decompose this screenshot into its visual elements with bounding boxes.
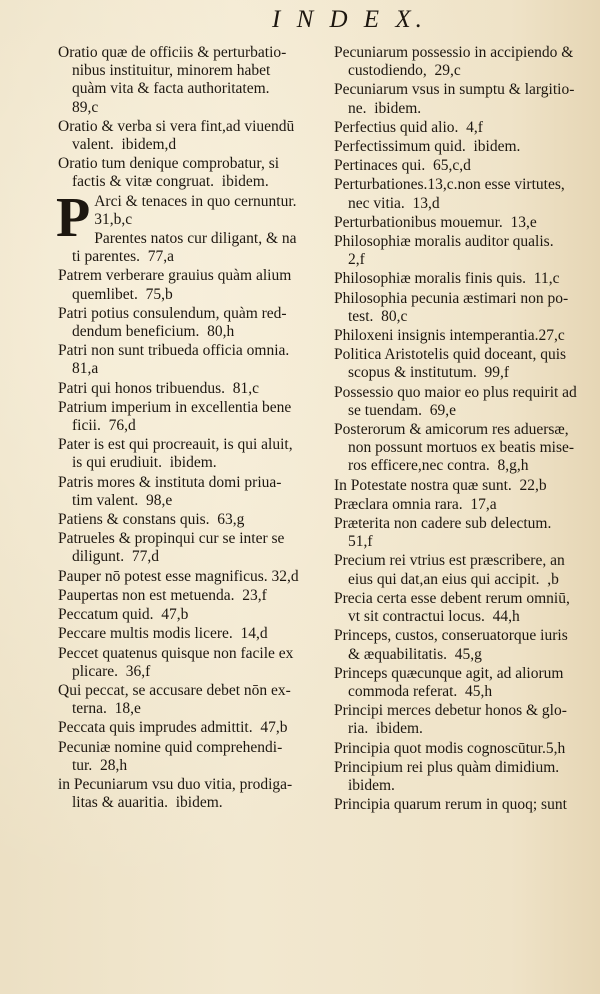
entry-line: in Pecuniarum vsu duo vitia, prodiga- bbox=[58, 775, 293, 793]
index-entry bbox=[58, 155, 330, 191]
entry-line: Patri qui honos tribuendus. 81,c bbox=[58, 379, 260, 397]
index-entry bbox=[334, 157, 596, 175]
entry-line: tim valent. 98,e bbox=[72, 491, 173, 509]
entry-line: terna. 18,e bbox=[72, 700, 141, 718]
index-column-right bbox=[334, 44, 596, 815]
entry-line: Politica Aristotelis quid doceant, quis bbox=[334, 346, 567, 364]
entry-line: ibidem. bbox=[348, 776, 395, 794]
entry-line: Perturbationibus mouemur. 13,e bbox=[334, 213, 537, 231]
entry-line: 89,c bbox=[72, 98, 99, 116]
index-entry bbox=[334, 270, 596, 288]
entry-line: Principium rei plus quàm dimidium. bbox=[334, 758, 560, 776]
entry-line: vt sit contractui locus. 44,h bbox=[348, 608, 520, 626]
entry-line: Pecuniarum vsus in sumptu & largitio- bbox=[334, 81, 575, 99]
index-entry bbox=[334, 496, 596, 514]
entry-line: Oratio & verba si vera fint,ad viuendū bbox=[58, 117, 295, 135]
entry-line: diligunt. 77,d bbox=[72, 548, 159, 566]
entry-line: Posterorum & amicorum res aduersæ, bbox=[334, 421, 569, 439]
entry-line: is qui erudiuit. ibidem. bbox=[72, 454, 217, 472]
entry-line: Philosophia pecunia æstimari non po- bbox=[334, 289, 569, 307]
entry-line: ria. ibidem. bbox=[348, 720, 423, 738]
entry-line: Precium rei vtrius est præscribere, an bbox=[334, 552, 565, 570]
index-entry bbox=[58, 380, 330, 398]
entry-line: Pecuniarum possessio in accipiendo & bbox=[334, 44, 574, 61]
entry-line: Perfectius quid alio. 4,f bbox=[334, 118, 483, 136]
entry-line: Principia quot modis cognoscūtur.5,h bbox=[334, 739, 566, 757]
entry-line: Princeps, custos, conseruatorque iuris bbox=[334, 627, 568, 645]
running-head: I N D E X. bbox=[272, 6, 427, 33]
entry-line: Precia certa esse debent rerum omniū, bbox=[334, 589, 570, 607]
index-entry bbox=[58, 606, 330, 624]
entry-line: Philosophiæ moralis finis quis. 11,c bbox=[334, 270, 560, 288]
entry-line: factis & vitæ congruat. ibidem. bbox=[72, 173, 269, 191]
index-entry bbox=[58, 776, 330, 812]
entry-line: Principi merces debetur honos & glo- bbox=[334, 702, 567, 720]
index-entry bbox=[58, 399, 330, 435]
entry-line: & æquabilitatis. 45,g bbox=[348, 645, 482, 663]
entry-line: Pertinaces qui. 65,c,d bbox=[334, 157, 471, 175]
entry-line: valent. ibidem,d bbox=[72, 136, 177, 154]
entry-line: ne. ibidem. bbox=[348, 99, 422, 117]
index-entry bbox=[58, 645, 330, 681]
index-entry bbox=[334, 44, 596, 80]
index-entry bbox=[334, 214, 596, 232]
entry-line: Patri non sunt tribueda officia omnia. bbox=[58, 342, 290, 360]
entry-line: non possunt mortuos ex beatis mise- bbox=[348, 439, 575, 457]
index-entry bbox=[334, 346, 596, 382]
entry-line: Arci & tenaces in quo cernuntur. bbox=[94, 192, 297, 210]
entry-line: Peccare multis modis licere. 14,d bbox=[58, 625, 268, 643]
entry-line: 2,f bbox=[348, 251, 365, 269]
entry-line: 51,f bbox=[348, 533, 373, 551]
index-entry bbox=[58, 682, 330, 718]
entry-line: Perturbationes.13,c.non esse virtutes, bbox=[334, 176, 565, 194]
initial-letter: P bbox=[56, 186, 91, 249]
entry-line: Pecuniæ nomine quid comprehendi- bbox=[58, 738, 283, 756]
index-entry bbox=[334, 796, 596, 814]
index-entry bbox=[58, 719, 330, 737]
index-entry bbox=[58, 230, 330, 266]
index-entry bbox=[58, 474, 330, 510]
index-entry bbox=[334, 290, 596, 326]
entry-line: nibus instituitur, minorem habet bbox=[72, 62, 271, 80]
entry-line: eius qui dat,an eius qui accipit. ,b bbox=[348, 570, 559, 588]
index-entry bbox=[334, 477, 596, 495]
index-entry bbox=[334, 176, 596, 212]
entry-line: Præterita non cadere sub delectum. bbox=[334, 515, 552, 533]
index-entry bbox=[334, 590, 596, 626]
index-entry bbox=[58, 739, 330, 775]
index-entry bbox=[58, 267, 330, 303]
index-entry bbox=[334, 138, 596, 156]
entry-line: Patris mores & instituta domi priua- bbox=[58, 473, 282, 491]
index-entry bbox=[58, 305, 330, 341]
entry-line: Principia quarum rerum in quoq; sunt bbox=[334, 796, 567, 814]
index-entry bbox=[58, 511, 330, 529]
entry-line: Paupertas non est metuenda. 23,f bbox=[58, 586, 267, 604]
index-entry bbox=[334, 119, 596, 137]
index-entry bbox=[58, 342, 330, 378]
entry-line: litas & auaritia. ibidem. bbox=[72, 794, 223, 812]
entry-line: tur. 28,h bbox=[72, 756, 128, 774]
entry-line: plicare. 36,f bbox=[72, 662, 151, 680]
entry-line: Philoxeni insignis intemperantia.27,c bbox=[334, 327, 565, 345]
index-entry bbox=[58, 530, 330, 566]
entry-line: test. 80,c bbox=[348, 307, 408, 325]
index-entry bbox=[334, 421, 596, 476]
index-entry bbox=[334, 759, 596, 795]
entry-line: quàm vita & facta authoritatem. bbox=[72, 80, 270, 98]
index-entry bbox=[58, 436, 330, 472]
entry-line: Possessio quo maior eo plus requirit ad bbox=[334, 383, 577, 401]
entry-line: dendum beneficium. 80,h bbox=[72, 323, 235, 341]
index-entry bbox=[334, 552, 596, 588]
index-entry bbox=[334, 384, 596, 420]
index-entry bbox=[58, 118, 330, 154]
entry-line: Peccatum quid. 47,b bbox=[58, 606, 189, 624]
index-entry bbox=[334, 81, 596, 117]
index-entry bbox=[334, 665, 596, 701]
entry-line: 81,a bbox=[72, 360, 99, 378]
index-entry bbox=[58, 625, 330, 643]
entry-line: nec vitia. 13,d bbox=[348, 194, 440, 212]
entry-line: custodiendo, 29,c bbox=[348, 62, 461, 80]
entry-line: In Potestate nostra quæ sunt. 22,b bbox=[334, 476, 547, 494]
entry-line: Parentes natos cur diligant, & na bbox=[94, 230, 297, 248]
index-entry bbox=[334, 515, 596, 551]
entry-line: Præclara omnia rara. 17,a bbox=[334, 495, 497, 513]
entry-line: Patrium imperium in excellentia bene bbox=[58, 398, 292, 416]
entry-line: Patrem verberare grauius quàm alium bbox=[58, 267, 292, 285]
index-entry bbox=[58, 568, 330, 586]
index-entry bbox=[334, 740, 596, 758]
entry-line: Patri potius consulendum, quàm red- bbox=[58, 304, 287, 322]
entry-line: Pauper nō potest esse magnificus. 32,d bbox=[58, 567, 299, 585]
entry-line: Perfectissimum quid. ibidem. bbox=[334, 138, 521, 156]
entry-line: commoda referat. 45,h bbox=[348, 682, 493, 700]
entry-line: Patrueles & propinqui cur se inter se bbox=[58, 530, 285, 548]
entry-line: quemlibet. 75,b bbox=[72, 285, 173, 303]
entry-line: Patiens & constans quis. 63,g bbox=[58, 511, 245, 529]
entry-line: Peccata quis imprudes admittit. 47,b bbox=[58, 719, 288, 737]
entry-line: ti parentes. 77,a bbox=[72, 248, 175, 266]
index-entry bbox=[58, 44, 330, 117]
entry-line: scopus & institutum. 99,f bbox=[348, 364, 510, 382]
entry-line: ficii. 76,d bbox=[72, 417, 136, 435]
entry-line: Qui peccat, se accusare debet nōn ex- bbox=[58, 681, 291, 699]
entry-line: Oratio quæ de officiis & perturbatio- bbox=[58, 44, 287, 61]
index-entry bbox=[58, 587, 330, 605]
entry-line: Oratio tum denique comprobatur, si bbox=[58, 155, 280, 173]
entry-line: 31,b,c bbox=[94, 210, 133, 228]
index-column-left bbox=[58, 44, 330, 813]
index-entry bbox=[334, 627, 596, 663]
entry-line: ros efficere,nec contra. 8,g,h bbox=[348, 457, 529, 475]
entry-line: Princeps quæcunque agit, ad aliorum bbox=[334, 664, 564, 682]
entry-line: Pater is est qui procreauit, is qui aluit, bbox=[58, 436, 293, 454]
entry-line: se tuendam. 69,e bbox=[348, 401, 457, 419]
entry-line: Philosophiæ moralis auditor qualis. bbox=[334, 233, 554, 251]
index-entry bbox=[334, 702, 596, 738]
entry-line: Peccet quatenus quisque non facile ex bbox=[58, 644, 294, 662]
index-entry bbox=[334, 233, 596, 269]
index-entry bbox=[334, 327, 596, 345]
